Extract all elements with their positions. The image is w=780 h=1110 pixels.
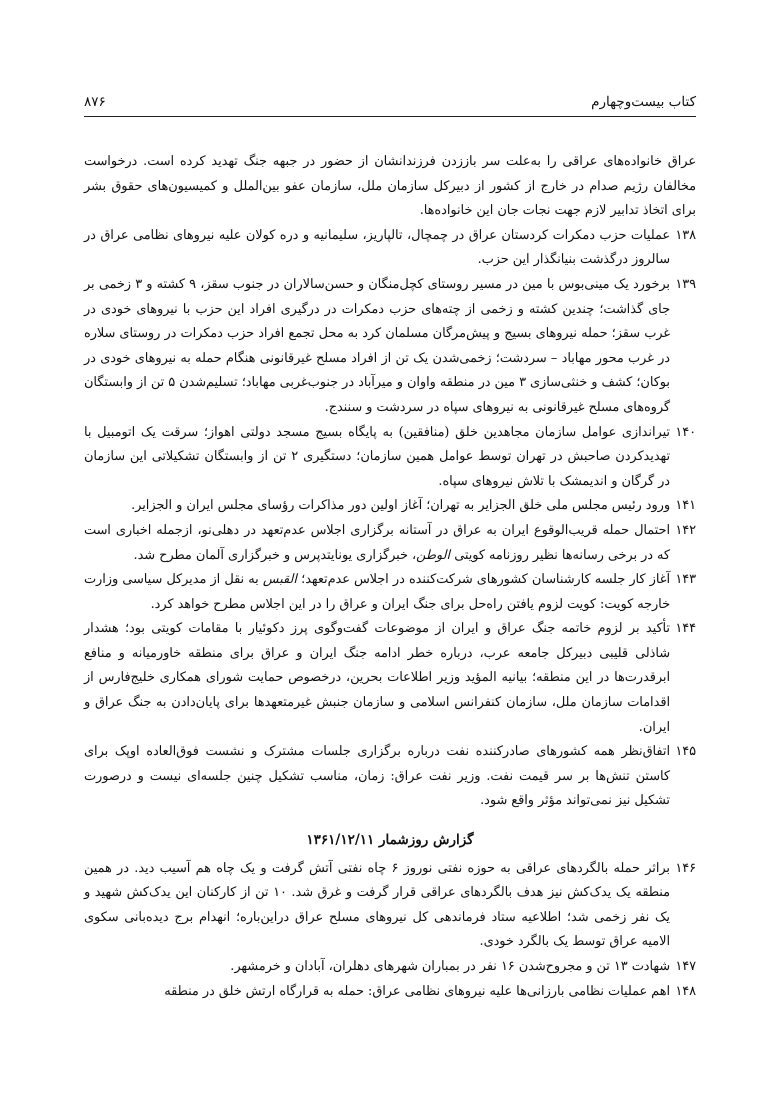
item-text: شهادت ۱۳ تن و مجروح‌شدن ۱۶ نفر در بمباران شهرهای دهلران، آبادان و خرمشهر. xyxy=(230,959,670,974)
list-item-138 xyxy=(84,224,696,273)
item-text: اتفاق‌نظر همه کشورهای صادرکننده نفت درباره برگزاری جلسات مشترک و نشست فوق‌العاده اوپک برای کاستن تنش‌ها بر سر قیمت نفت. وزیر نفت عراق: زمان، مناسب تشکیل چنین جلسه‌ای نیست و درصورت تشکیل نیز نمی‌تواند مؤثر واقع شود. xyxy=(84,744,670,809)
item-text: اهم عملیات نظامی بارزانی‌ها علیه نیروهای نظامی عراق: حمله به قرارگاه ارتش خلق در منطقه xyxy=(164,983,670,999)
item-number: ۱۴۴ xyxy=(675,621,696,637)
section-heading: گزارش روزشمار ۱۳۶۱/۱۲/۱۱ xyxy=(306,832,474,849)
list-item-145 xyxy=(84,740,696,814)
list-item-141 xyxy=(84,494,696,519)
list-item-148 xyxy=(84,980,696,1005)
list-item-142 xyxy=(84,519,696,568)
page-body xyxy=(84,150,696,1004)
item-number: ۱۳۸ xyxy=(675,227,696,243)
item-text: ورود رئیس مجلس ملی خلق الجزایر به تهران؛ آغاز اولین دور مذاکرات رؤسای مجلس ایران و الجزایر. xyxy=(131,498,670,514)
intro-paragraph: عراق خانواده‌های عراقی را به‌علت سر باززدن فرزندانشان از حضور در جبهه جنگ تهدید کرده است. درخواست مخالفان رژیم صدام در خارج از کشور از دبیرکل سازمان ملل، سازمان عفو بین‌الملل و کمیسیون‌های حقوق بشر برای اتخاذ تدابیر لازم جهت نجات جان این خانواده‌ها. xyxy=(84,154,696,219)
item-text: برخورد یک مینی‌بوس با مین در مسیر روستای کچل‌منگان و حسن‌سالاران در جنوب سقز، ۹ کشته و ۳ زخمی بر جای گذاشت؛ چندین کشته و زخمی از چته‌های حزب دمکرات در درگیری افراد این حزب با نیروهای خودی در غرب سقز؛ حمله نیروهای بسیج و پیش‌مرگان مسلمان کرد به محل تجمع افراد حزب دمکرات در روستای سلاره در غرب محور مهاباد – سردشت؛ زخمی‌شدن یک تن از افراد مسلح غیرقانونی هنگام حمله به نیروهای خودی در بوکان؛ کشف و خنثی‌سازی ۳ مین در منطقه واوان و میرآباد در جنوب‌غربی مهاباد؛ تسلیم‌شدن ۵ تن از وابستگان گروه‌های مسلح غیرقانونی به نیروهای سپاه در سردشت و سنندج. xyxy=(84,276,670,415)
item-text-after: به نقل از مدیرکل سیاسی وزارت خارجه کویت: کویت لزوم یافتن راه‌حل برای جنگ ایران و عراق را در این اجلاس مطرح خواهد کرد. xyxy=(84,572,670,612)
item-text: تأکید بر لزوم خاتمه جنگ عراق و ایران از موضوعات گفت‌وگوی پرز دکوئیار با مقامات کویتی بود؛ هشدار شاذلی قلیبی دبیرکل جامعه عرب، درباره خطر ادامه جنگ ایران و عراق برای منطقه خاورمیانه و منافع ابرقدرت‌ها در این منطقه؛ بیانیه المؤید وزیر اطلاعات بحرین، درخصوص حمایت شورای همکاری خلیج‌فارس از اقدامات سازمان ملل، سازمان کنفرانس اسلامی و سازمان جنبش غیرمتعهدها برای پایان‌دادن به جنگ عراق و ایران. xyxy=(84,621,670,735)
item-number: ۱۴۸ xyxy=(675,983,696,999)
list-item-143 xyxy=(84,568,696,617)
page-number: ۸۷۶ xyxy=(84,94,106,110)
item-number: ۱۴۲ xyxy=(675,522,696,538)
list-item-147 xyxy=(84,955,696,980)
item-number: ۱۴۶ xyxy=(675,860,696,876)
list-item-140 xyxy=(84,421,696,495)
page-header xyxy=(84,92,696,117)
item-text: تیراندازی عوامل سازمان مجاهدین خلق (منافقین) به پایگاه بسیج مسجد دولتی اهواز؛ سرقت یک اتومبیل با تهدیدکردن صاحبش در تهران توسط عوامل همین سازمان؛ دستگیری ۲ تن از وابستگان تشکیلاتی این سازمان در گرگان و اندیمشک با تلاش نیروهای سپاه. xyxy=(84,424,671,489)
item-number: ۱۴۰ xyxy=(675,424,696,440)
item-text-after: ، خبرگزاری یونایتدپرس و خبرگزاری آلمان مطرح شد. xyxy=(133,547,417,563)
newspaper-name-alqabas: القبس xyxy=(262,572,297,588)
item-text-before: آغاز کار جلسه کارشناسان کشورهای شرکت‌کننده در اجلاس عدم‌تعهد؛ xyxy=(296,572,670,588)
item-number: ۱۳۹ xyxy=(675,276,696,292)
list-item-144 xyxy=(84,617,696,740)
item-text: براثر حمله بالگردهای عراقی به حوزه نفتی نوروز ۶ چاه نفتی آتش گرفت و یک چاه هم آسیب دید. در همین منطقه یک یدک‌کش نیز هدف بالگردهای عراقی قرار گرفت و غرق شد. ۱۰ تن از کارکنان این یدک‌کش شهید و یک نفر زخمی شد؛ اطلاعیه ستاد فرماندهی کل نیروهای مسلح عراق دراین‌باره؛ انهدام برج دیده‌بانی سکوی الامیه عراق توسط یک بالگرد خودی. xyxy=(84,860,671,950)
newspaper-name-alwatan: الوطن xyxy=(416,547,451,563)
item-number: ۱۴۳ xyxy=(675,572,696,588)
item-number: ۱۴۷ xyxy=(675,959,696,974)
book-title: کتاب بیست‌وچهارم xyxy=(591,94,696,110)
item-text: عملیات حزب دمکرات کردستان عراق در چمچال، تالپاریز، سلیمانیه و دره کولان علیه نیروهای نظامی عراق در سالروز درگذشت بنیانگذار این حزب. xyxy=(84,227,670,268)
item-number: ۱۴۵ xyxy=(675,744,696,760)
list-item-139 xyxy=(84,273,696,421)
item-text-before: احتمال حمله قریب‌الوقوع ایران به عراق در آستانه برگزاری اجلاس عدم‌تعهد در دهلی‌نو، ازجمله اخباری است که در برخی رسانه‌ها نظیر روزنامه کویتی xyxy=(84,522,670,563)
item-number: ۱۴۱ xyxy=(675,498,696,514)
list-item-146 xyxy=(84,857,696,955)
